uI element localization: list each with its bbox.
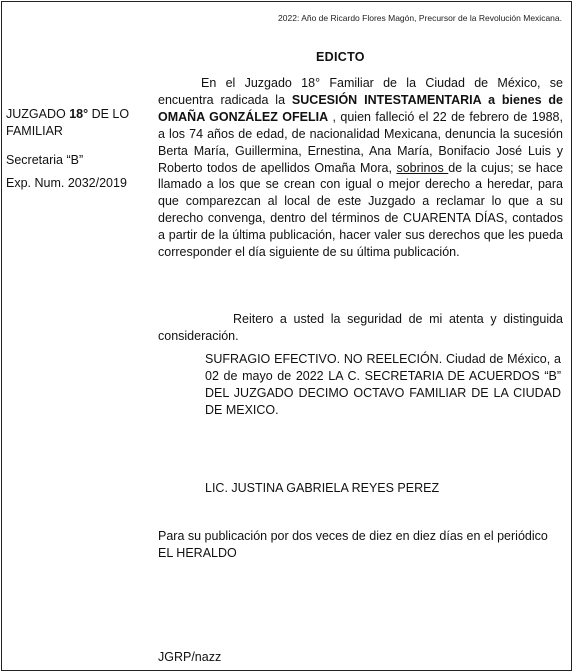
header-note: 2022: Año de Ricardo Flores Magón, Precursor de la Revolución Mexicana. (278, 13, 562, 23)
main-text-2: , quien falleció el 22 de febrero de 1988, a los 74 años de edad, de nacionalidad Mexicana, denuncia la sucesión Berta María, Guillermina, Ernestina, Ana María, Bonifacio José Luis y Roberto todos de apellidos Omaña Mora, (158, 109, 563, 175)
publication-note: Para su publicación por dos veces de diez en diez días en el periódico EL HERALDO (158, 529, 548, 560)
closing-paragraph: Reitero a usted la seguridad de mi atenta y distinguida consideración. (158, 312, 563, 343)
secretaria-label: Secretaria “B” (6, 153, 84, 167)
court-name-prefix: JUZGADO (6, 107, 70, 121)
relationship-term: sobrinos (396, 160, 449, 175)
main-paragraph (158, 75, 563, 261)
signature-name: LIC. JUSTINA GABRIELA REYES PEREZ (205, 481, 440, 495)
court-number: 18° (69, 107, 89, 121)
motto-paragraph: SUFRAGIO EFECTIVO. NO REELECIÓN. Ciudad de México, a 02 de mayo de 2022 LA C. SECRETARIA DE ACUERDOS “B” DEL JUZGADO DECIMO OCTAVO FAMILIAR DE LA CIUDAD DE MEXICO. (205, 352, 561, 417)
main-text-1: En el Juzgado 18° Familiar de la Ciudad de México, se encuentra radicada la (158, 76, 563, 107)
main-text-3: de la cujus; se hace llamado a los que se crean con igual o mejor derecho a heredar, para que comparezcan al local de este Juzgado a reclamar lo que a su derecho convenga, dentro del términos de CUARENTA DÍAS, contados a partir de la última publicación, hacer valer sus derechos que les pueda corresponder el día siguiente de su última publicación. (158, 160, 563, 260)
case-info-column (6, 106, 156, 198)
succession-name: SUCESIÓN INTESTAMENTARIA a bienes de OMAÑA GONZÁLEZ OFELIA (158, 92, 563, 124)
document-title: EDICTO (316, 50, 365, 64)
court-name-suffix: DE LO FAMILIAR (6, 107, 130, 138)
reference-initials: JGRP/nazz (158, 650, 222, 664)
court-name (6, 106, 156, 140)
case-number: Exp. Num. 2032/2019 (6, 176, 127, 190)
